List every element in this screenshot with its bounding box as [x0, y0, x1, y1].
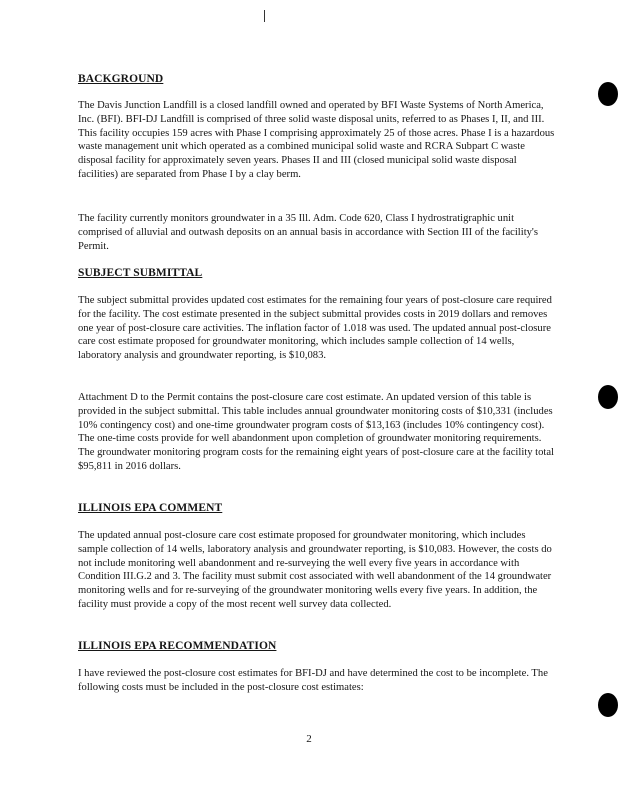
punch-hole-middle — [598, 385, 618, 409]
heading-background: BACKGROUND — [78, 73, 164, 85]
background-paragraph-1: The Davis Junction Landfill is a closed landfill owned and operated by BFI Waste Systems of North America, Inc. (BFI). BFI-DJ Landfill is comprised of three solid waste disposal units, referred to as Phases I, II, and III. This facility occupies 159 acres with Phase I comprising approximately 25 of those acres. Phase I is a hazardous waste management unit which operated as a combined municipal solid waste and RCRA Subpart C waste disposal facility for approximately seven years. Phases II and III (closed municipal solid waste disposal facilities) are separated from Phase I by a clay berm. — [78, 100, 555, 180]
heading-illinois-epa-recommendation: ILLINOIS EPA RECOMMENDATION — [78, 640, 277, 652]
page-number: 2 — [306, 733, 312, 745]
epa-recommendation-paragraph-1: I have reviewed the post-closure cost estimates for BFI-DJ and have determined the cost to be incomplete. The following costs must be included in the post-closure cost estimates: — [78, 668, 548, 693]
punch-hole-top — [598, 82, 618, 106]
heading-subject-submittal: SUBJECT SUBMITTAL — [78, 267, 203, 279]
background-paragraph-2: The facility currently monitors groundwater in a 35 Ill. Adm. Code 620, Class I hydrostratigraphic unit comprised of alluvial and outwash deposits on an annual basis in accordance with Section III of the facility's Permit. — [78, 213, 538, 252]
heading-illinois-epa-comment: ILLINOIS EPA COMMENT — [78, 502, 223, 514]
subject-submittal-paragraph-1: The subject submittal provides updated cost estimates for the remaining four years of post-closure care required for the facility. The cost estimate presented in the subject submittal provides costs in 2019 dollars and removes one year of post-closure care activities. The inflation factor of 1.018 was used. The updated annual post-closure care cost estimate proposed for groundwater monitoring, which includes sample collection of 14 wells, laboratory analysis and groundwater reporting, is $10,083. — [78, 295, 552, 362]
punch-hole-bottom — [598, 693, 618, 717]
scan-mark — [264, 10, 265, 22]
subject-submittal-paragraph-2: Attachment D to the Permit contains the post-closure care cost estimate. An updated version of this table is provided in the subject submittal. This table includes annual groundwater monitoring costs of $10,331 (includes 10% contingency cost) and one-time groundwater program costs of $13,163 (includes 10% contingency cost). The one-time costs provide for well abandonment upon completion of groundwater monitoring requirements. The groundwater monitoring program costs for the remaining eight years of post-closure care at the facility total $95,811 in 2016 dollars. — [78, 392, 554, 472]
epa-comment-paragraph-1: The updated annual post-closure care cost estimate proposed for groundwater monitoring, which includes sample collection of 14 wells, laboratory analysis and groundwater reporting, is $10,083. However, the costs do not include monitoring well abandonment and re-surveying the well every five years in accordance with Condition III.G.2 and 3. The facility must submit cost associated with well abandonment of the 14 groundwater monitoring wells and for re-surveying of the groundwater monitoring wells every five years. In addition, the facility must provide a copy of the most recent well survey data collected. — [78, 530, 552, 610]
